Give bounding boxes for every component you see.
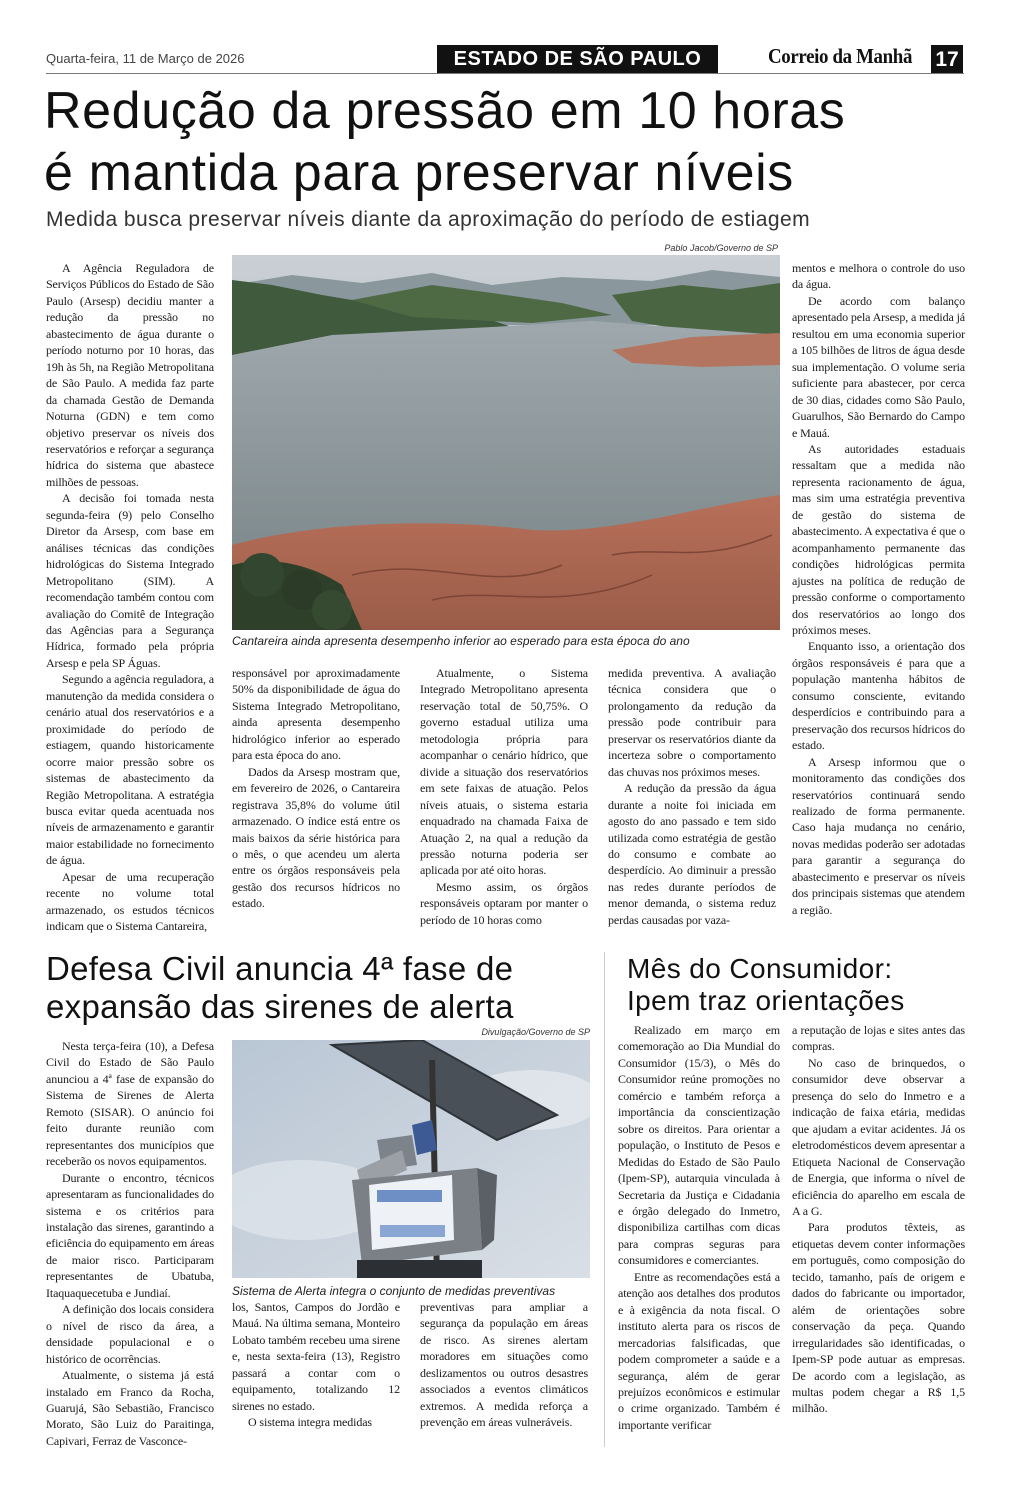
headline-line: expansão das sirenes de alerta (46, 988, 514, 1025)
article2-column-1 (46, 1038, 214, 1449)
article1-photo-credit: Pablo Jacob/Governo de SP (664, 243, 778, 253)
paragraph: Segundo a agência reguladora, a manutenção da medida considera o cenário atual dos reservatórios e a proximidade do período de estiagem, quando historicamente ocorre maior pressão sobre os sistemas de abastecimento da Região Metropolitana. A estratégia busca evitar queda acentuada nos níveis de armazenamento e garantir maior estabilidade no fornecimento de água. (46, 672, 214, 868)
paragraph: A Agência Reguladora de Serviços Públicos do Estado de São Paulo (Arsesp) decidiu manter a redução da pressão no abastecimento de água durante o período noturno por 10 horas, das 19h às 5h, na Região Metropolitana de São Paulo. A medida faz parte da chamada Gestão de Demanda Noturna (GDN) e tem como objetivo preservar os níveis dos reservatórios e reforçar a segurança hídrica do sistema que abastece milhões de pessoas. (46, 261, 214, 489)
headline-line: Ipem traz orientações (627, 985, 905, 1016)
article3-column-2 (792, 1022, 965, 1417)
paragraph: Nesta terça-feira (10), a Defesa Civil do Estado de São Paulo anunciou a 4ª fase de expansão do Sistema de Sirenes de Alerta Remoto (SISAR). O anúncio foi feito durante reunião com representantes dos municípios que receberão os novos equipamentos. (46, 1039, 214, 1169)
paragraph: Mesmo assim, os órgãos responsáveis optaram por manter o período de 10 horas como (420, 879, 588, 927)
article2-headline (46, 950, 606, 1026)
paragraph: responsável por aproximadamente 50% da disponibilidade de água do Sistema Integrado Metropolitano, ainda apresenta desempenho hidrológico inferior ao esperado para esta época do ano. (232, 666, 400, 763)
section-label: ESTADO DE SÃO PAULO (437, 45, 718, 73)
article3-column-1 (618, 1022, 780, 1433)
paragraph: Atualmente, o Sistema Integrado Metropolitano apresenta reservação total de 50,75%. O governo estadual utiliza uma metodologia própria para acompanhar o cenário hídrico, que divide a situação dos reservatórios em sete faixas de atuação. Pelos níveis atuais, o sistema estaria enquadrado na chamada Faixa de Atuação 2, na qual a redução da pressão noturna poderia ser aplicada por até oito horas. (420, 666, 588, 878)
paragraph: Durante o encontro, técnicos apresentaram as funcionalidades do sistema e os critérios para instalação das sirenes, garantindo a eficiência do equipamento em áreas de maior risco. Participaram representantes de Ubatuba, Itaquaquecetuba e Jundiaí. (46, 1170, 214, 1300)
headline-line: é mantida para preservar níveis (44, 144, 794, 202)
paragraph: O sistema integra medidas (248, 1415, 372, 1430)
article1-column-4 (608, 665, 776, 928)
newspaper-logo: Correio da Manhã (768, 44, 913, 68)
paragraph: Dados da Arsesp mostram que, em fevereiro de 2026, o Cantareira registrava 35,8% do volume útil armazenado. O índice está entre os mais baixos da série histórica para o mês, o que acendeu um alerta entre os órgãos responsáveis pela gestão dos recursos hídricos no estado. (232, 764, 400, 911)
headline-line: Defesa Civil anuncia 4ª fase de (46, 950, 514, 987)
paragraph: A Arsesp informou que o monitoramento das condições dos reservatórios continuará sendo realizado de forma permanente. Caso haja mudança no cenário, novas medidas poderão ser adotadas para garantir a segurança do abastecimento e preservar os níveis dos principais sistemas que atendem a região. (792, 754, 965, 917)
headline-line: Mês do Consumidor: (627, 953, 893, 984)
article1-column-2 (232, 665, 400, 912)
paragraph: medida preventiva. A avaliação técnica considera que o prolongamento da redução da pressão pode contribuir para preservar os reservatórios diante da incerteza sobre o comportamento das chuvas nos próximos meses. (608, 666, 776, 779)
paragraph: A redução da pressão da água durante a noite foi iniciada em agosto do ano passado e tem sido utilizada como estratégia de gestão do consumo e combate ao desperdício. Ao diminuir a pressão nas redes durante períodos de menor demanda, o sistema reduz perdas causadas por vaza- (608, 781, 776, 927)
paragraph: Atualmente, o sistema já está instalado em Franco da Rocha, Guarujá, São Sebastião, Francisco Morato, São Luiz do Paraitinga, Capivari, Ferraz de Vasconce- (46, 1368, 214, 1448)
article1-photo-reservoir (232, 255, 780, 630)
paragraph: Realizado em março em comemoração ao Dia Mundial do Consumidor (15/3), o Mês do Consumidor reúne promoções no comércio e também reforça a importância da conscientização sobre os direitos. Para orientar a população, o Instituto de Pesos e Medidas do Estado de São Paulo (Ipem-SP), autarquia vinculada à Secretaria da Justiça e Cidadania e órgão delegado do Inmetro, disponibiliza cartilhas com dicas para compras seguras para consumidores e comerciantes. (618, 1023, 780, 1268)
article1-subtitle: Medida busca preservar níveis diante da aproximação do período de estiagem (46, 208, 811, 231)
paragraph: De acordo com balanço apresentado pela Arsesp, a medida já resultou em uma economia superior a 105 bilhões de litros de água desde sua implementação. O volume seria suficiente para abastecer, por cerca de 30 dias, cidades como São Paulo, Guarulhos, São Bernardo do Campo e Mauá. (792, 293, 965, 440)
paragraph: a reputação de lojas e sites antes das compras. (792, 1023, 965, 1054)
paragraph: Enquanto isso, a orientação dos órgãos responsáveis é para que a população mantenha hábitos de consumo consciente, evitando desperdícios e contribuindo para a preservação dos recursos hídricos do estado. (792, 639, 965, 753)
article2-column-2 (232, 1299, 400, 1431)
article3-headline (627, 953, 977, 1017)
article1-column-3 (420, 665, 588, 928)
paragraph: preventivas para ampliar a segurança da população em áreas de risco. As sirenes alertam moradores em situações como deslizamentos ou outros desastres associados a eventos climáticos extremos. A medida reforça a prevenção em áreas vulneráveis. (420, 1300, 588, 1430)
article1-photo-caption: Cantareira ainda apresenta desempenho inferior ao esperado para esta época do ano (232, 634, 690, 648)
article1-column-5 (792, 260, 965, 918)
article2-photo-siren (232, 1040, 590, 1278)
article1-column-1 (46, 260, 214, 935)
column-divider (604, 952, 605, 1447)
paragraph: As autoridades estaduais ressaltam que a medida não representa racionamento de água, mas sim uma estratégia preventiva de gestão do sistema de abastecimento. A expectativa é que o acompanhamento permanente das condições hidrológicas permita ajustes na política de redução de pressão conforme o comportamento dos reservatórios ao longo dos próximos meses. (792, 441, 965, 637)
article2-photo-credit: Divulgação/Governo de SP (481, 1027, 590, 1037)
paragraph: Apesar de uma recuperação recente no volume total armazenado, os estudos técnicos indicam que o Sistema Cantareira, (46, 869, 214, 934)
article2-photo-caption: Sistema de Alerta integra o conjunto de medidas preventivas (232, 1284, 556, 1298)
article2-column-3 (420, 1299, 588, 1431)
paragraph: No caso de brinquedos, o consumidor deve observar a presença do selo do Inmetro e a indicação de faixa etária, medidas que ajudam a evitar acidentes. Já os eletrodomésticos devem apresentar a Etiqueta Nacional de Conservação de Energia, que informa o nível de eficiência do aparelho em escala de A a G. (792, 1055, 965, 1218)
paragraph: Para produtos têxteis, as etiquetas devem conter informações em português, como composição do tecido, tamanho, país de origem e dados do fabricante ou importador, além de orientações sobre conservação da peça. Quando irregularidades são identificadas, o Ipem-SP pode autuar as empresas. De acordo com a legislação, as multas podem chegar a R$ 1,5 milhão. (792, 1220, 965, 1416)
page-number: 17 (931, 45, 963, 73)
article1-headline (44, 80, 974, 204)
edition-date: Quarta-feira, 11 de Março de 2026 (46, 51, 245, 66)
headline-line: Redução da pressão em 10 horas (44, 82, 846, 140)
paragraph: los, Santos, Campos do Jordão e Mauá. Na última semana, Monteiro Lobato também recebeu uma sirene e, nesta sexta-feira (13), Registro passará a contar com o equipamento, totalizando 12 sirenes no estado. (232, 1300, 400, 1413)
paragraph: A definição dos locais considera o nível de risco da área, a densidade populacional e o histórico de ocorrências. (46, 1302, 214, 1366)
paragraph: mentos e melhora o controle do uso da água. (792, 261, 965, 292)
header-divider (46, 73, 964, 74)
paragraph: Entre as recomendações está a atenção aos detalhes dos produtos e à exigência da nota fiscal. O instituto alerta para os riscos de mercadorias falsificadas, que podem comprometer a saúde e a segurança, além de gerar prejuízos econômicos e estimular o crime organizado. Também é importante verificar (618, 1269, 780, 1432)
paragraph: A decisão foi tomada nesta segunda-feira (9) pelo Conselho Diretor da Arsesp, com base em análises técnicas das condições hidrológicas do Sistema Integrado Metropolitano (SIM). A recomendação também contou com avaliação do Comitê de Integração das Agências para a Segurança Hídrica, formado pela própria Arsesp e pela SP Águas. (46, 491, 214, 670)
